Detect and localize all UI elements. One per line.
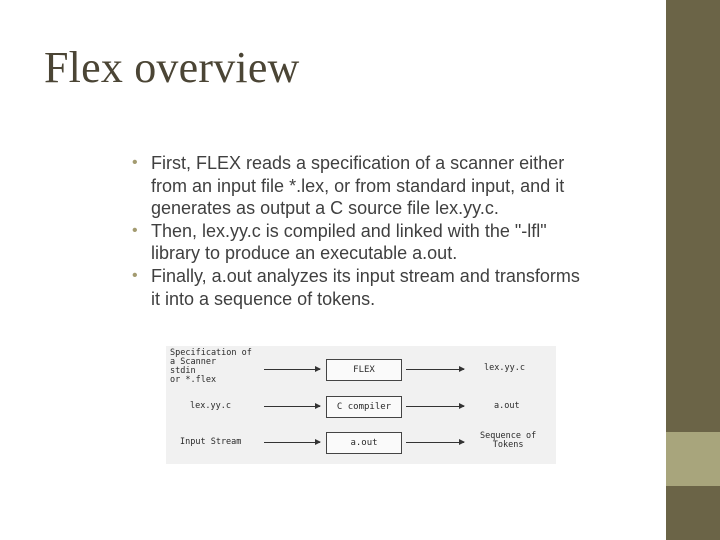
bullet-item <box>132 152 582 220</box>
process-box-flex: FLEX <box>326 359 402 381</box>
bullet-text: Then, lex.yy.c is compiled and linked with the "-lfl" library to produce an executable a.out. <box>151 220 547 264</box>
bullet-text: Finally, a.out analyzes its input stream and transforms it into a sequence of tokens. <box>151 265 580 309</box>
bullet-icon: • <box>132 154 138 171</box>
bullet-icon: • <box>132 266 138 284</box>
arrow-icon <box>264 442 320 443</box>
diagram-output-label: Sequence of Tokens <box>480 431 537 450</box>
arrow-icon <box>264 406 320 407</box>
diagram-output-label: lex.yy.c <box>484 363 525 373</box>
diagram-input-label: lex.yy.c <box>190 401 231 411</box>
arrow-icon <box>406 369 464 370</box>
diagram-output-label: a.out <box>494 401 520 411</box>
process-box-a-out: a.out <box>326 432 402 454</box>
bullet-item <box>132 220 582 265</box>
bullet-list <box>132 152 582 310</box>
bullet-text: First, FLEX reads a specification of a scanner either from an input file *.lex, or from standard input, and it generates as output a C source file lex.yy.c. <box>151 153 565 219</box>
arrow-icon <box>406 406 464 407</box>
diagram-input-label: Input Stream <box>180 437 242 447</box>
arrow-icon <box>264 369 320 370</box>
flex-pipeline-diagram <box>166 346 556 464</box>
bullet-item <box>132 265 582 310</box>
process-box-c-compiler: C compiler <box>326 396 402 418</box>
bullet-icon: • <box>132 221 138 239</box>
diagram-input-label: Specification of a Scanner stdin or *.flex <box>170 348 252 385</box>
arrow-icon <box>406 442 464 443</box>
sidebar-accent-block <box>666 432 720 486</box>
slide-title: Flex overview <box>44 43 300 92</box>
